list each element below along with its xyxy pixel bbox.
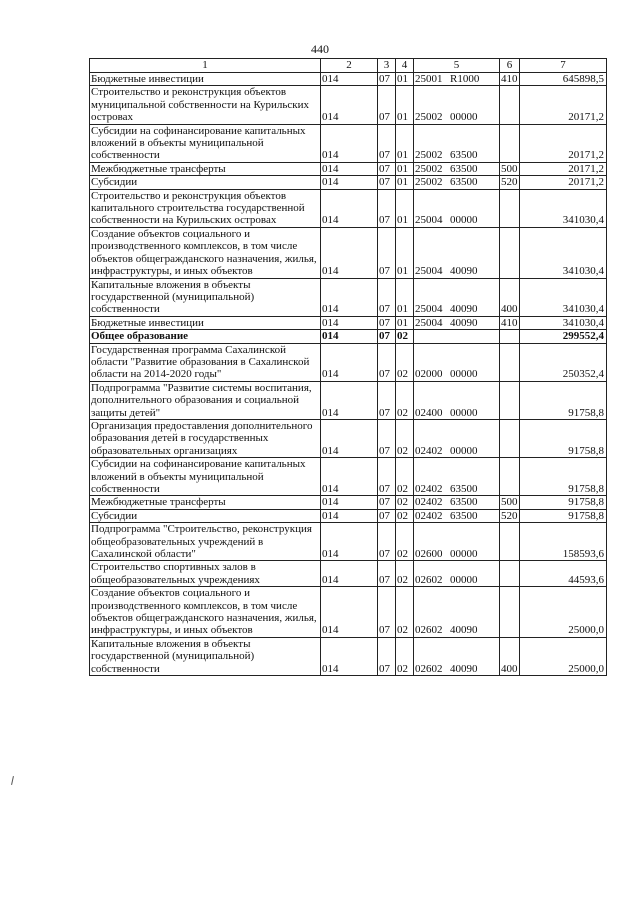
row-name: Общее образование <box>90 330 321 343</box>
row-amount: 250352,4 <box>520 343 607 381</box>
row-amount: 25000,0 <box>520 637 607 675</box>
row-subsection: 02 <box>396 509 414 522</box>
target-article-part2: 40090 <box>450 316 478 329</box>
page-number: 440 <box>311 42 329 56</box>
row-admin-code: 014 <box>321 496 378 509</box>
row-name: Субсидии на софинансирование капитальных вложений в объекты муниципальной собственности <box>90 458 321 496</box>
target-article-part2: 00000 <box>450 406 478 419</box>
row-subsection: 01 <box>396 73 414 86</box>
row-target-article <box>414 509 500 522</box>
row-name: Организация предоставления дополнительного образования детей в государственных образовательных организациях <box>90 419 321 457</box>
row-target-article <box>414 637 500 675</box>
row-subsection: 02 <box>396 343 414 381</box>
row-amount: 341030,4 <box>520 278 607 316</box>
row-expense-type: 400 <box>500 637 520 675</box>
row-admin-code: 014 <box>321 330 378 343</box>
table-row <box>90 176 607 189</box>
row-name: Субсидии <box>90 176 321 189</box>
row-subsection: 01 <box>396 189 414 227</box>
row-subsection: 02 <box>396 381 414 419</box>
row-name: Строительство спортивных залов в общеобразовательных учреждениях <box>90 561 321 587</box>
row-expense-type <box>500 381 520 419</box>
row-subsection: 02 <box>396 561 414 587</box>
row-admin-code: 014 <box>321 227 378 278</box>
row-amount: 25000,0 <box>520 587 607 638</box>
row-name: Бюджетные инвестиции <box>90 316 321 329</box>
row-subsection: 02 <box>396 523 414 561</box>
row-section: 07 <box>378 73 396 86</box>
row-subsection: 01 <box>396 86 414 124</box>
row-expense-type <box>500 561 520 587</box>
row-subsection: 01 <box>396 162 414 175</box>
row-admin-code: 014 <box>321 458 378 496</box>
row-subsection: 02 <box>396 637 414 675</box>
row-admin-code: 014 <box>321 561 378 587</box>
row-name: Подпрограмма "Развитие системы воспитания, дополнительного образования и социальной защиты детей" <box>90 381 321 419</box>
row-admin-code: 014 <box>321 509 378 522</box>
target-article-part2: 63500 <box>450 176 478 189</box>
row-target-article <box>414 419 500 457</box>
table-row <box>90 227 607 278</box>
row-subsection: 02 <box>396 458 414 496</box>
row-admin-code: 014 <box>321 162 378 175</box>
row-name: Межбюджетные трансферты <box>90 162 321 175</box>
target-article-part1: 02402 <box>415 509 443 522</box>
row-expense-type: 410 <box>501 73 518 85</box>
table-row <box>90 509 607 522</box>
target-article-part1: 25004 <box>415 265 443 278</box>
margin-mark <box>11 776 14 785</box>
row-section: 07 <box>378 523 396 561</box>
row-target-article <box>414 176 500 189</box>
row-section: 07 <box>378 587 396 638</box>
target-article-part1: 02602 <box>415 624 443 637</box>
row-name: Строительство и реконструкция объектов капитального строительства государственной собственности на Курильских островах <box>90 189 321 227</box>
target-article-part1: 25002 <box>415 176 443 189</box>
row-expense-type <box>500 419 520 457</box>
row-amount: 91758,8 <box>520 419 607 457</box>
col-header-4: 4 <box>396 59 414 73</box>
row-name: Субсидии на софинансирование капитальных вложений в объекты муниципальной собственности <box>90 124 321 162</box>
row-section: 07 <box>378 176 396 189</box>
target-article-part2: 00000 <box>450 214 478 227</box>
row-admin-code: 014 <box>321 73 378 86</box>
target-article-part1: 02600 <box>415 548 443 561</box>
row-amount: 44593,6 <box>520 561 607 587</box>
row-amount: 158593,6 <box>520 523 607 561</box>
row-expense-type <box>500 124 520 162</box>
row-subsection: 02 <box>396 419 414 457</box>
target-article-part2: 00000 <box>450 573 478 586</box>
target-article-part2: 63500 <box>450 509 478 522</box>
row-section: 07 <box>378 124 396 162</box>
row-expense-type: 520 <box>501 176 518 189</box>
row-target-article <box>414 316 500 329</box>
row-expense-type: 500 <box>501 162 518 175</box>
row-section: 07 <box>378 458 396 496</box>
col-header-6: 6 <box>500 59 520 73</box>
row-amount: 20171,2 <box>520 86 607 124</box>
target-article-part2: R1000 <box>450 73 480 85</box>
row-admin-code: 014 <box>321 189 378 227</box>
table-row <box>90 561 607 587</box>
row-target-article <box>414 73 500 86</box>
row-target-article <box>414 523 500 561</box>
table-row <box>90 162 607 175</box>
row-section: 07 <box>378 162 396 175</box>
row-admin-code: 014 <box>321 278 378 316</box>
row-target-article <box>414 330 500 343</box>
target-article-part1: 25004 <box>415 303 443 316</box>
row-admin-code: 014 <box>321 587 378 638</box>
row-subsection: 01 <box>396 278 414 316</box>
row-amount: 645898,5 <box>520 73 607 86</box>
row-admin-code: 014 <box>321 124 378 162</box>
row-section: 07 <box>378 189 396 227</box>
row-subsection: 02 <box>396 330 414 343</box>
row-expense-type <box>500 587 520 638</box>
row-target-article <box>414 189 500 227</box>
col-header-2: 2 <box>321 59 378 73</box>
row-expense-type <box>500 343 520 381</box>
table-row <box>90 189 607 227</box>
table-row <box>90 124 607 162</box>
row-subsection: 02 <box>396 587 414 638</box>
target-article-part2: 63500 <box>450 496 478 509</box>
row-subsection: 01 <box>396 227 414 278</box>
table-row <box>90 523 607 561</box>
row-name: Создание объектов социального и производственного комплексов, в том числе объектов общегражданского назначения, жилья, инфраструктуры, и иных объектов <box>90 587 321 638</box>
row-name: Капитальные вложения в объекты государственной (муниципальной) собственности <box>90 637 321 675</box>
row-admin-code: 014 <box>321 419 378 457</box>
table-row <box>90 419 607 457</box>
table-row <box>90 496 607 509</box>
target-article-part2: 40090 <box>450 662 478 675</box>
table-row <box>90 278 607 316</box>
target-article-part2: 40090 <box>450 265 478 278</box>
table-row <box>90 381 607 419</box>
target-article-part1: 25001 <box>415 73 443 85</box>
row-name: Межбюджетные трансферты <box>90 496 321 509</box>
target-article-part2: 00000 <box>450 444 478 457</box>
row-section: 07 <box>378 316 396 329</box>
row-amount: 91758,8 <box>520 509 607 522</box>
row-target-article <box>414 381 500 419</box>
row-admin-code: 014 <box>321 523 378 561</box>
row-amount: 299552,4 <box>520 330 607 343</box>
row-amount: 20171,2 <box>520 176 607 189</box>
target-article-part1: 02402 <box>415 496 443 509</box>
row-admin-code: 014 <box>321 637 378 675</box>
target-article-part2: 63500 <box>450 149 478 162</box>
row-expense-type <box>500 189 520 227</box>
target-article-part2: 00000 <box>450 548 478 561</box>
target-article-part2: 00000 <box>450 368 478 381</box>
row-target-article <box>414 496 500 509</box>
row-target-article <box>414 278 500 316</box>
row-name: Строительство и реконструкция объектов муниципальной собственности на Курильских островах <box>90 86 321 124</box>
row-amount: 20171,2 <box>520 162 607 175</box>
row-amount: 341030,4 <box>520 227 607 278</box>
table-row <box>90 343 607 381</box>
table-row <box>90 316 607 329</box>
row-name: Подпрограмма "Строительство, реконструкция общеобразовательных учреждений в Сахалинской области" <box>90 523 321 561</box>
row-expense-type <box>500 330 520 343</box>
col-header-1: 1 <box>90 59 321 73</box>
row-subsection: 01 <box>396 176 414 189</box>
row-target-article <box>414 86 500 124</box>
row-admin-code: 014 <box>321 343 378 381</box>
row-target-article <box>414 343 500 381</box>
col-header-3: 3 <box>378 59 396 73</box>
table-row <box>90 73 607 86</box>
table-row <box>90 330 607 343</box>
row-subsection: 02 <box>396 496 414 509</box>
target-article-part2: 40090 <box>450 624 478 637</box>
target-article-part1: 02402 <box>415 444 443 457</box>
row-expense-type <box>500 523 520 561</box>
row-subsection: 01 <box>396 316 414 329</box>
row-section: 07 <box>378 637 396 675</box>
row-admin-code: 014 <box>321 316 378 329</box>
row-section: 07 <box>378 561 396 587</box>
row-amount: 20171,2 <box>520 124 607 162</box>
row-amount: 341030,4 <box>520 316 607 329</box>
row-expense-type: 410 <box>501 316 518 329</box>
row-name: Субсидии <box>90 509 321 522</box>
row-section: 07 <box>378 496 396 509</box>
table-row <box>90 86 607 124</box>
row-subsection: 01 <box>396 124 414 162</box>
row-name: Бюджетные инвестиции <box>90 73 321 86</box>
row-target-article <box>414 162 500 175</box>
row-name: Государственная программа Сахалинской области "Развитие образования в Сахалинской области на 2014-2020 годы" <box>90 343 321 381</box>
row-amount: 91758,8 <box>520 496 607 509</box>
row-expense-type <box>500 458 520 496</box>
target-article-part2: 40090 <box>450 303 478 316</box>
row-target-article <box>414 227 500 278</box>
row-target-article <box>414 561 500 587</box>
row-amount: 341030,4 <box>520 189 607 227</box>
target-article-part1: 25004 <box>415 214 443 227</box>
target-article-part1: 25002 <box>415 162 443 175</box>
row-admin-code: 014 <box>321 176 378 189</box>
row-expense-type <box>500 86 520 124</box>
target-article-part2: 63500 <box>450 162 478 175</box>
row-admin-code: 014 <box>321 381 378 419</box>
header-row <box>90 59 607 73</box>
row-section: 07 <box>378 381 396 419</box>
target-article-part1: 02400 <box>415 406 443 419</box>
row-section: 07 <box>378 343 396 381</box>
row-expense-type <box>500 227 520 278</box>
table-row <box>90 587 607 638</box>
row-section: 07 <box>378 330 396 343</box>
target-article-part1: 25002 <box>415 111 443 124</box>
row-target-article <box>414 124 500 162</box>
row-section: 07 <box>378 419 396 457</box>
row-section: 07 <box>378 86 396 124</box>
target-article-part2: 63500 <box>450 483 478 495</box>
target-article-part2: 00000 <box>450 111 478 124</box>
row-target-article <box>414 587 500 638</box>
target-article-part1: 02602 <box>415 662 443 675</box>
row-name: Капитальные вложения в объекты государственной (муниципальной) собственности <box>90 278 321 316</box>
row-amount: 91758,8 <box>520 381 607 419</box>
col-header-5: 5 <box>414 59 500 73</box>
row-name: Создание объектов социального и производственного комплексов, в том числе объектов общегражданского назначения, жилья, инфраструктуры, и иных объектов <box>90 227 321 278</box>
table-row <box>90 458 607 496</box>
row-amount: 91758,8 <box>520 458 607 496</box>
target-article-part1: 02402 <box>415 483 443 495</box>
row-expense-type: 400 <box>500 278 520 316</box>
row-admin-code: 014 <box>321 86 378 124</box>
target-article-part1: 25004 <box>415 316 443 329</box>
target-article-part1: 25002 <box>415 149 443 162</box>
row-section: 07 <box>378 509 396 522</box>
target-article-part1: 02000 <box>415 368 443 381</box>
row-expense-type: 520 <box>501 509 518 522</box>
row-section: 07 <box>378 227 396 278</box>
col-header-7: 7 <box>520 59 607 73</box>
row-expense-type: 500 <box>501 496 518 509</box>
budget-table <box>89 58 607 676</box>
row-section: 07 <box>378 278 396 316</box>
row-target-article <box>414 458 500 496</box>
table-row <box>90 637 607 675</box>
target-article-part1: 02602 <box>415 573 443 586</box>
